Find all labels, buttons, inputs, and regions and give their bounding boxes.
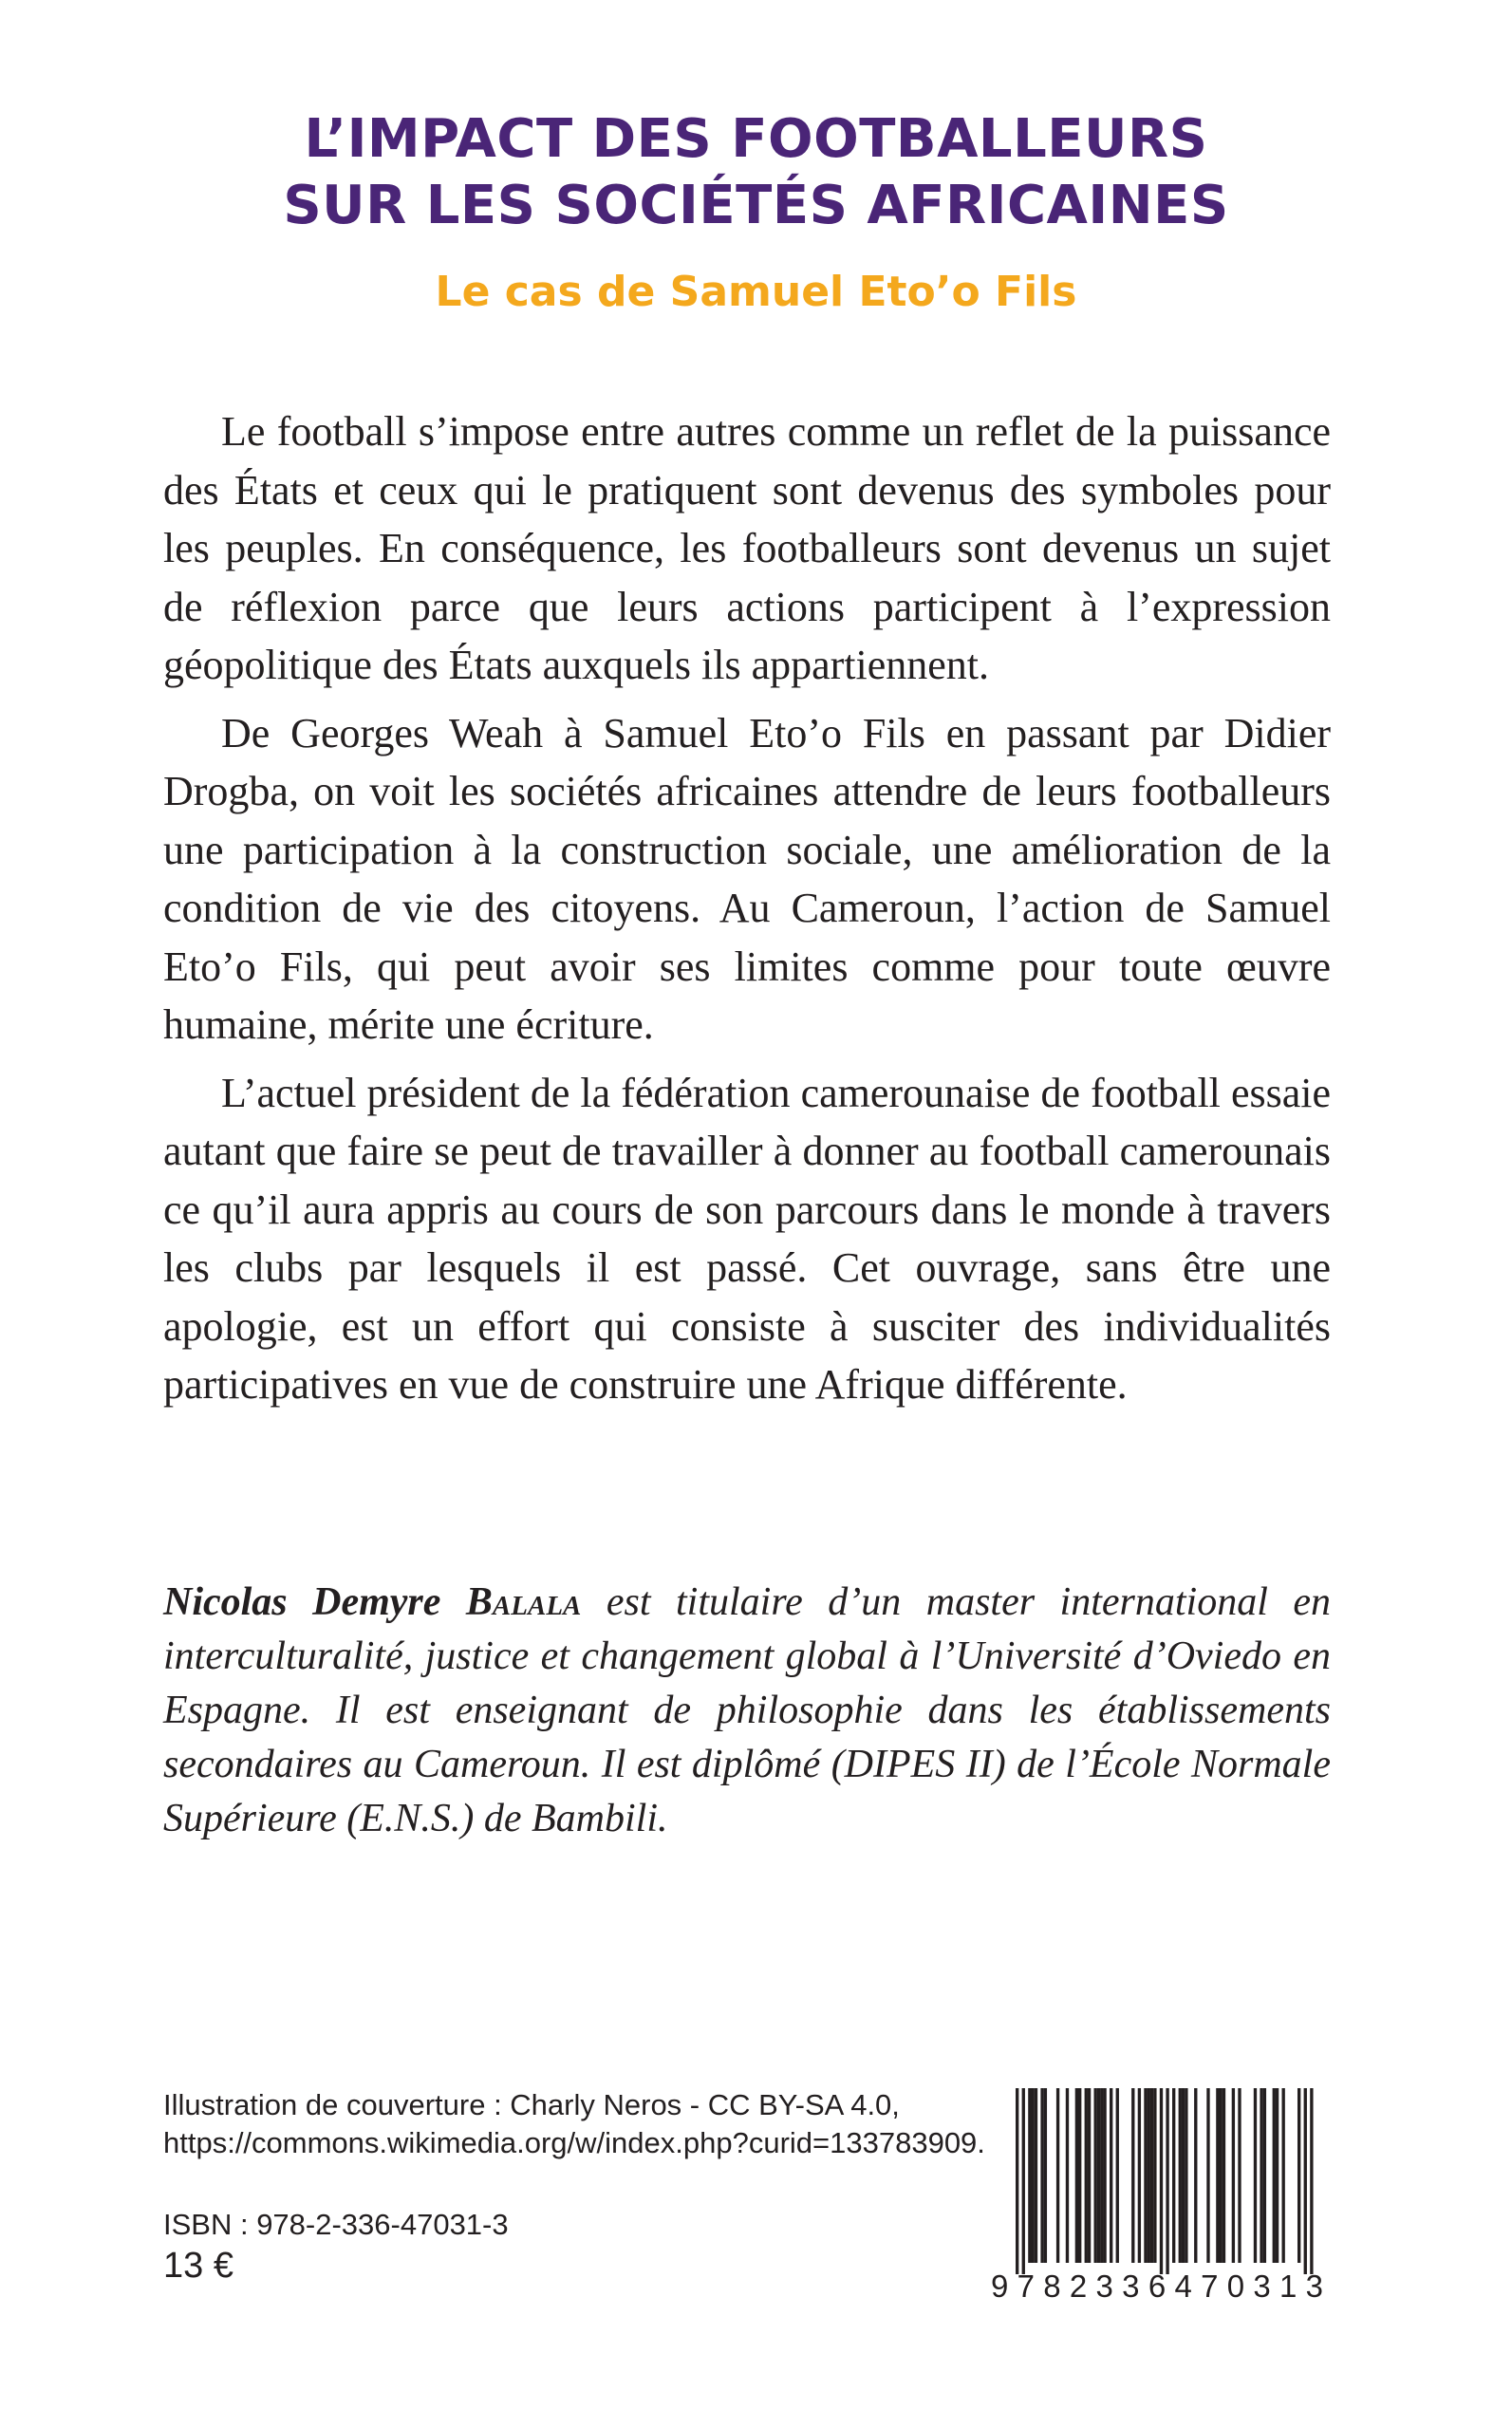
blurb-paragraph-3: L’actuel président de la fédération camerounaise de football essaie autant que faire se peut de travailler à donner au football camerounais ce qu’il aura appris au cours de son parcours dans le monde à travers les clubs par lesquels il est passé. Cet ouvrage, sans être une apologie, est un effort qui consiste à susciter des individualités participatives en vue de construire une Afrique différente. [163,1069,1331,1408]
barcode-bar [1022,2088,1025,2274]
barcode-bar [1232,2088,1235,2263]
barcode-bar [1304,2088,1307,2274]
barcode-bar [1220,2088,1223,2263]
barcode-bar [1153,2088,1156,2263]
barcode-bar [1282,2088,1285,2263]
barcode-bar [1297,2088,1300,2263]
barcode-bar [1094,2088,1097,2263]
barcode-bars [1016,2088,1314,2274]
barcode-bar [1216,2088,1219,2263]
price: 13 € [163,2246,233,2286]
barcode-bar [1088,2088,1091,2263]
barcode-bar [1260,2088,1262,2263]
barcode-bar [1160,2088,1163,2274]
book-subtitle: Le cas de Samuel Eto’o Fils [435,268,1077,316]
credits-line-2: https://commons.wikimedia.org/w/index.php?curid=133783909. [163,2126,985,2159]
barcode-bar [1273,2088,1276,2263]
author-bio [163,1576,1331,1846]
barcode-bar [1206,2088,1209,2263]
barcode-bar [1085,2088,1088,2263]
illustration-credits [163,2086,985,2162]
barcode-bar [1040,2088,1043,2263]
blurb-paragraph-1: Le football s’impose entre autres comme un reflet de la puissance des États et ceux qui le pratiquent sont devenus des symboles pour les peuples. En conséquence, les footballeurs sont devenus un sujet de réflexion parce que leurs actions participent à l’expression géopolitique des États auxquels ils appartiennent. [163,408,1331,688]
credits-line-1: Illustration de couverture : Charly Neros - CC BY-SA 4.0, [163,2088,900,2121]
barcode-bar [1131,2088,1134,2263]
barcode-bar [1032,2088,1035,2263]
barcode-bar [1035,2088,1037,2263]
book-title-line-1: L’IMPACT DES FOOTBALLEURS [304,108,1208,170]
barcode-bar [1144,2088,1147,2263]
barcode-bar [1223,2088,1225,2263]
barcode-bar [1075,2088,1078,2263]
barcode-bar [1263,2088,1266,2263]
isbn: ISBN : 978-2-336-47031-3 [163,2208,509,2241]
barcode-bar [1276,2088,1279,2263]
barcode-bar [1238,2088,1241,2263]
barcode-bar [1254,2088,1257,2263]
blurb-paragraph-2: De Georges Weah à Samuel Eto’o Fils en passant par Didier Drogba, on voit les sociétés africaines attendre de leurs footballeurs une participation à la construction sociale, une amélioration de la condition de vie des citoyens. Au Cameroun, l’action de Samuel Eto’o Fils, qui peut avoir ses limites comme pour toute œuvre humaine, mérite une écriture. [163,709,1331,1048]
barcode-bar [1172,2088,1175,2263]
barcode-bar [1078,2088,1081,2263]
barcode-bar [1110,2088,1112,2263]
barcode-bar [1310,2088,1313,2274]
isbn-barcode [991,2088,1323,2303]
author-surname: Balala [465,1580,582,1624]
barcode-bar [1100,2088,1103,2263]
book-title-line-2: SUR LES SOCIÉTÉS AFRICAINES [283,175,1229,236]
barcode-bar [1185,2088,1187,2263]
barcode-bar [1182,2088,1185,2263]
barcode-bar [1166,2088,1168,2274]
barcode-bar [1056,2088,1059,2263]
barcode-bar [1028,2088,1031,2263]
barcode-bar [1150,2088,1153,2263]
barcode-bar [1179,2088,1182,2263]
barcode-bar [1103,2088,1106,2263]
barcode-digits: 9782336470313 [991,2269,1323,2303]
barcode-bar [1097,2088,1100,2263]
barcode-bar [1138,2088,1141,2263]
barcode-bar [1066,2088,1069,2263]
author-first-names: Nicolas Demyre [163,1580,441,1624]
barcode-bar [1116,2088,1119,2263]
author-bio-text: est titulaire d’un master international en interculturalité, justice et changement global à l’Université d’Oviedo en Espagne. Il est enseignant de philosophie dans les établissements secondaires au Cameroun. Il est diplômé (DIPES II) de l’École Normale Supérieure (E.N.S.) de Bambili. [163,1580,1332,1840]
barcode-bar [1148,2088,1150,2263]
barcode-bar [1016,2088,1018,2274]
title-block [0,106,1512,319]
barcode-bar [1044,2088,1047,2263]
barcode-bar [1194,2088,1197,2263]
blurb [163,402,1331,1424]
